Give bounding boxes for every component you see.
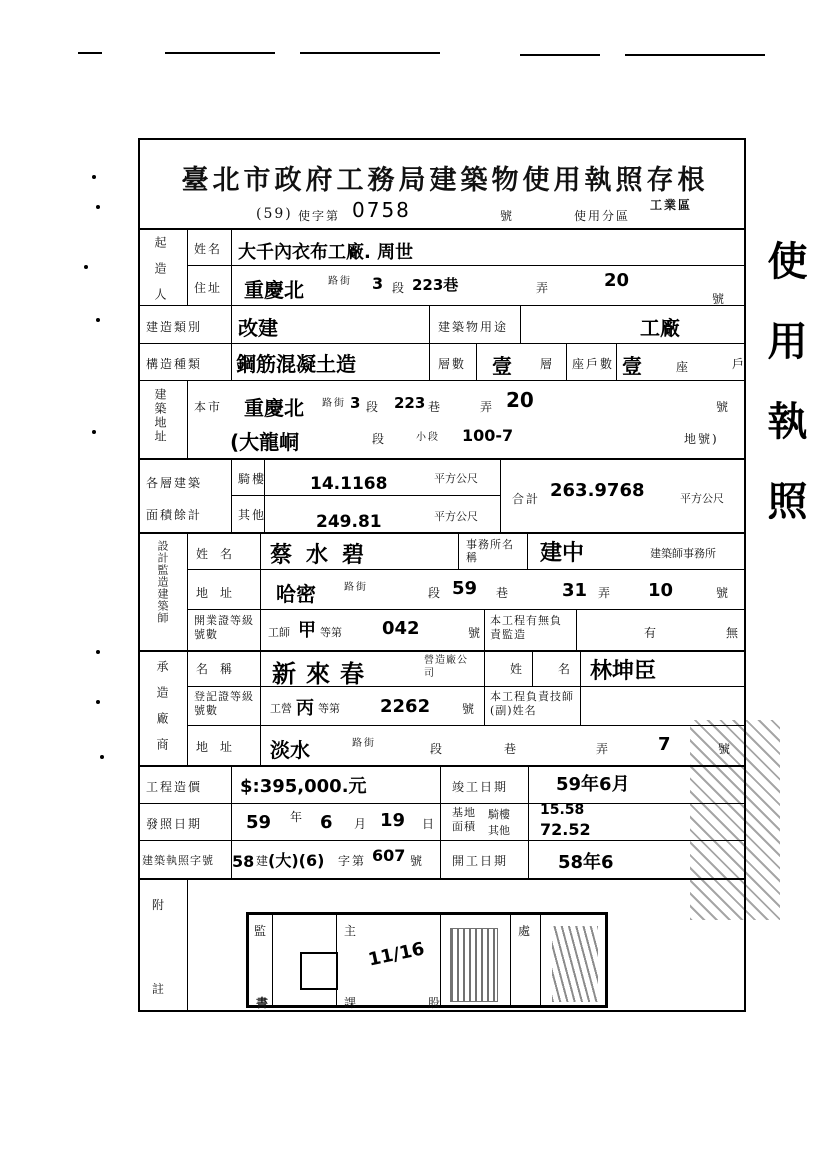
applicant-section-label-text: 段	[392, 281, 407, 295]
rule	[476, 343, 477, 381]
floors-value: 壹	[492, 354, 512, 378]
rule	[440, 766, 441, 879]
issue-month-label: 月	[354, 817, 369, 831]
site-lane-label: 巷	[428, 400, 443, 414]
rule	[429, 343, 430, 381]
contractor-reg-number: 2262	[380, 696, 431, 717]
bp-number: 607	[372, 846, 406, 865]
category-value: 改建	[238, 316, 278, 340]
stamp-cell-1: 監	[254, 924, 269, 938]
rule	[188, 569, 744, 570]
rule	[188, 265, 744, 266]
designer-road-label: 路街	[344, 582, 368, 593]
stamp-cell-5: 處	[518, 924, 533, 938]
designer-license-number: 042	[382, 618, 420, 639]
margin-dot	[92, 175, 96, 179]
applicant-address-label: 住址	[194, 281, 223, 295]
site-number: 20	[506, 388, 534, 412]
seal-stamp	[300, 952, 338, 990]
applicant-address-value: 重慶北	[244, 278, 304, 302]
rule	[140, 650, 744, 652]
contractor-person-label: 姓名	[510, 662, 607, 676]
contractor-reg-suffix: 號	[462, 702, 477, 716]
area-other-unit: 平方公尺	[434, 510, 478, 523]
rule	[528, 766, 529, 879]
designer-lane-no: 59	[452, 578, 478, 599]
rule	[540, 914, 541, 1006]
start-date-value: 58年6	[558, 852, 614, 873]
site-road: 重慶北	[244, 396, 304, 420]
rule	[616, 343, 617, 381]
edge-mark	[300, 52, 440, 54]
issue-day-label: 日	[422, 817, 437, 831]
applicant-lane: 223巷	[412, 276, 459, 294]
rule	[510, 914, 511, 1006]
bp-year: 58	[232, 852, 255, 871]
use-label: 建築物用途	[438, 320, 509, 334]
site-district: (大龍峒	[230, 430, 300, 454]
designer-office-label: 事務所名稱	[466, 538, 514, 564]
rule	[187, 381, 188, 459]
edge-mark	[625, 54, 765, 56]
contractor-reg-mid: 等第	[318, 702, 340, 715]
rule	[231, 305, 232, 381]
units-unit-1: 座	[676, 360, 691, 374]
rule	[187, 879, 188, 1011]
contractor-type-label: 營造廠公司	[424, 655, 468, 679]
applicant-section-no: 3	[372, 274, 384, 293]
rule	[188, 609, 744, 610]
permit-form	[138, 138, 746, 1012]
cost-label: 工程造價	[146, 780, 203, 794]
contractor-number-label: 號	[718, 742, 733, 756]
issue-year-label: 年	[290, 810, 305, 824]
base-other-value: 72.52	[540, 820, 591, 839]
start-date-label: 開工日期	[452, 854, 509, 868]
use-value: 工廠	[640, 316, 680, 340]
site-lane: 223	[394, 394, 426, 412]
margin-dot	[84, 265, 88, 269]
area-section-top: 各層建築	[146, 476, 203, 490]
contractor-alley-label: 弄	[596, 742, 611, 756]
floors-label: 層數	[438, 357, 467, 371]
bp-suffix: 號	[410, 854, 425, 868]
designer-office-suffix: 建築師事務所	[650, 547, 716, 560]
site-district-section-label: 段	[372, 432, 387, 446]
edge-mark	[78, 52, 102, 54]
area-total-value: 263.9768	[550, 480, 645, 501]
units-label: 座戶數	[572, 357, 615, 371]
margin-dot	[96, 205, 100, 209]
applicant-road-label: 路街	[328, 276, 352, 287]
designer-office-value: 建中	[540, 541, 585, 566]
area-arcade-unit: 平方公尺	[434, 472, 478, 485]
area-arcade-value: 14.1168	[310, 474, 388, 494]
contractor-road-label: 路街	[352, 738, 376, 749]
rule	[187, 533, 188, 651]
stamp-cell-2: 主	[344, 924, 359, 938]
margin-dot	[92, 430, 96, 434]
contractor-lane-label: 巷	[504, 742, 519, 756]
base-arcade-label: 騎樓	[488, 808, 510, 821]
rule	[484, 609, 485, 651]
rule	[188, 725, 744, 726]
rule	[520, 305, 521, 343]
bp-mid: 字第	[338, 854, 367, 868]
contractor-reg-grade: 丙	[296, 698, 314, 719]
rule	[187, 651, 188, 766]
stamp-date: 11/16	[366, 938, 427, 971]
permit-number-suffix: 號	[500, 209, 515, 223]
site-alley-label: 弄	[480, 400, 495, 414]
contractor-name-value: 新來春	[272, 660, 374, 688]
rule	[484, 651, 485, 726]
stamp-cell-3: 課	[344, 996, 359, 1010]
contractor-address-value: 淡水	[270, 738, 310, 762]
designer-number: 10	[648, 580, 674, 601]
area-other-value: 249.81	[316, 512, 382, 532]
margin-dot	[96, 318, 100, 322]
stamp-bottom-mark: 書	[256, 996, 271, 1010]
designer-license-prefix: 工師	[268, 626, 290, 639]
contractor-tech-label: 本工程負責技師(副)姓名	[490, 690, 574, 717]
bp-word: 建	[256, 854, 271, 868]
area-other-label: 其他	[238, 508, 267, 522]
floors-unit: 層	[540, 357, 555, 371]
issue-day: 19	[380, 810, 406, 831]
contractor-section-label-text: 段	[430, 742, 445, 756]
issue-month: 6	[320, 812, 333, 833]
category-label: 建造類別	[146, 320, 203, 334]
zone-value: 工業區	[650, 198, 693, 212]
rule	[580, 687, 581, 726]
site-sub-section-label: 小段	[416, 432, 440, 443]
site-section-label-text: 段	[366, 400, 381, 414]
designer-section-label: 設計監造建築師	[156, 540, 169, 624]
completion-label: 竣工日期	[452, 780, 509, 794]
designer-section-label-text: 段	[428, 586, 443, 600]
designer-license-mid: 等第	[320, 626, 342, 639]
cost-value: $:395,000.元	[240, 776, 367, 797]
right-edge-text: 使用執照	[761, 240, 807, 560]
rule	[231, 459, 232, 533]
designer-alley-no: 31	[562, 580, 588, 601]
structure-label: 構造種類	[146, 357, 203, 371]
area-section-bottom: 面積餘計	[146, 508, 203, 522]
rule	[527, 533, 528, 570]
remarks-label-bottom: 註	[152, 982, 167, 996]
contractor-reg-label: 登記證等級號數	[194, 690, 254, 717]
units-unit-2: 戶	[732, 357, 747, 371]
rule	[231, 229, 232, 306]
contractor-reg-prefix: 工營	[270, 702, 292, 715]
crosshatch-mark	[690, 720, 780, 920]
area-arcade-label: 騎樓	[238, 472, 267, 486]
area-total-unit: 平方公尺	[680, 492, 724, 505]
base-area-label: 基地面積	[452, 806, 476, 833]
building-permit-label: 建築執照字號	[142, 854, 214, 867]
edge-mark	[165, 52, 275, 54]
permit-type-label: 使字第	[298, 209, 341, 223]
designer-license-grade: 甲	[298, 620, 316, 641]
designer-supervisor-value: 有	[644, 626, 659, 640]
rule	[272, 914, 273, 1006]
stamp-cell-4: 股	[428, 996, 443, 1010]
margin-dot	[96, 650, 100, 654]
designer-name-label: 姓名	[196, 547, 245, 561]
applicant-name-label: 姓名	[194, 242, 223, 256]
edge-mark	[520, 54, 600, 56]
permit-year: (59)	[256, 206, 293, 222]
rule	[260, 533, 261, 651]
site-lot-label: 地號)	[684, 432, 719, 446]
designer-lane-label: 巷	[496, 586, 511, 600]
rule	[576, 609, 577, 651]
structure-value: 鋼筋混凝土造	[236, 352, 356, 376]
contractor-address-label: 地址	[196, 740, 245, 754]
signature-mark	[552, 926, 598, 1002]
zone-label: 使用分區	[574, 209, 631, 223]
rule	[440, 914, 441, 1006]
contractor-number: 7	[658, 734, 671, 755]
applicant-number: 20	[604, 270, 630, 291]
area-total-label: 合計	[512, 492, 541, 506]
units-value: 壹	[622, 354, 642, 378]
issue-date-label: 發照日期	[146, 817, 203, 831]
site-city: 本市	[194, 400, 223, 414]
issue-year: 59	[246, 812, 272, 833]
signature-mark	[450, 928, 498, 1002]
bp-code: (大)(6)	[268, 851, 325, 870]
contractor-name-label: 名稱	[196, 662, 245, 676]
rule	[458, 533, 459, 570]
rule	[566, 343, 567, 381]
rule	[500, 459, 501, 533]
designer-alley-label: 弄	[598, 586, 613, 600]
base-other-label: 其他	[488, 824, 510, 837]
site-lot: 100-7	[462, 426, 514, 445]
site-section-no: 3	[350, 394, 361, 412]
base-arcade-value: 15.58	[540, 802, 585, 818]
site-number-label: 號	[716, 400, 731, 414]
site-section-label: 建築地址	[153, 388, 167, 444]
designer-name-value: 蔡水碧	[270, 543, 379, 568]
designer-address-label: 地址	[196, 586, 245, 600]
rule	[260, 651, 261, 766]
applicant-number-label: 號	[712, 292, 727, 306]
designer-number-label: 號	[716, 586, 731, 600]
remarks-label-top: 附	[152, 898, 167, 912]
completion-value: 59年6月	[556, 774, 630, 795]
permit-number: 0758	[352, 198, 411, 222]
applicant-name-value: 大千內衣布工廠. 周世	[238, 242, 414, 263]
contractor-section-label: 承造廠商	[155, 660, 169, 764]
margin-dot	[100, 755, 104, 759]
applicant-alley-label: 弄	[536, 281, 551, 295]
designer-supervisor-suffix: 無	[726, 626, 741, 640]
designer-license-suffix: 號	[468, 626, 483, 640]
rule	[187, 229, 188, 306]
designer-license-label: 開業證等級號數	[194, 614, 254, 641]
designer-supervisor-label: 本工程有無負責監造	[490, 614, 562, 641]
contractor-person-value: 林坤臣	[590, 659, 657, 684]
applicant-section-label: 起造人	[153, 236, 167, 314]
page-title: 臺北市政府工務局建築物使用執照存根	[181, 165, 709, 196]
site-road-label: 路街	[322, 398, 346, 409]
rule	[429, 305, 430, 343]
designer-address-value: 哈密	[276, 582, 316, 606]
margin-dot	[96, 700, 100, 704]
rule	[232, 495, 500, 496]
